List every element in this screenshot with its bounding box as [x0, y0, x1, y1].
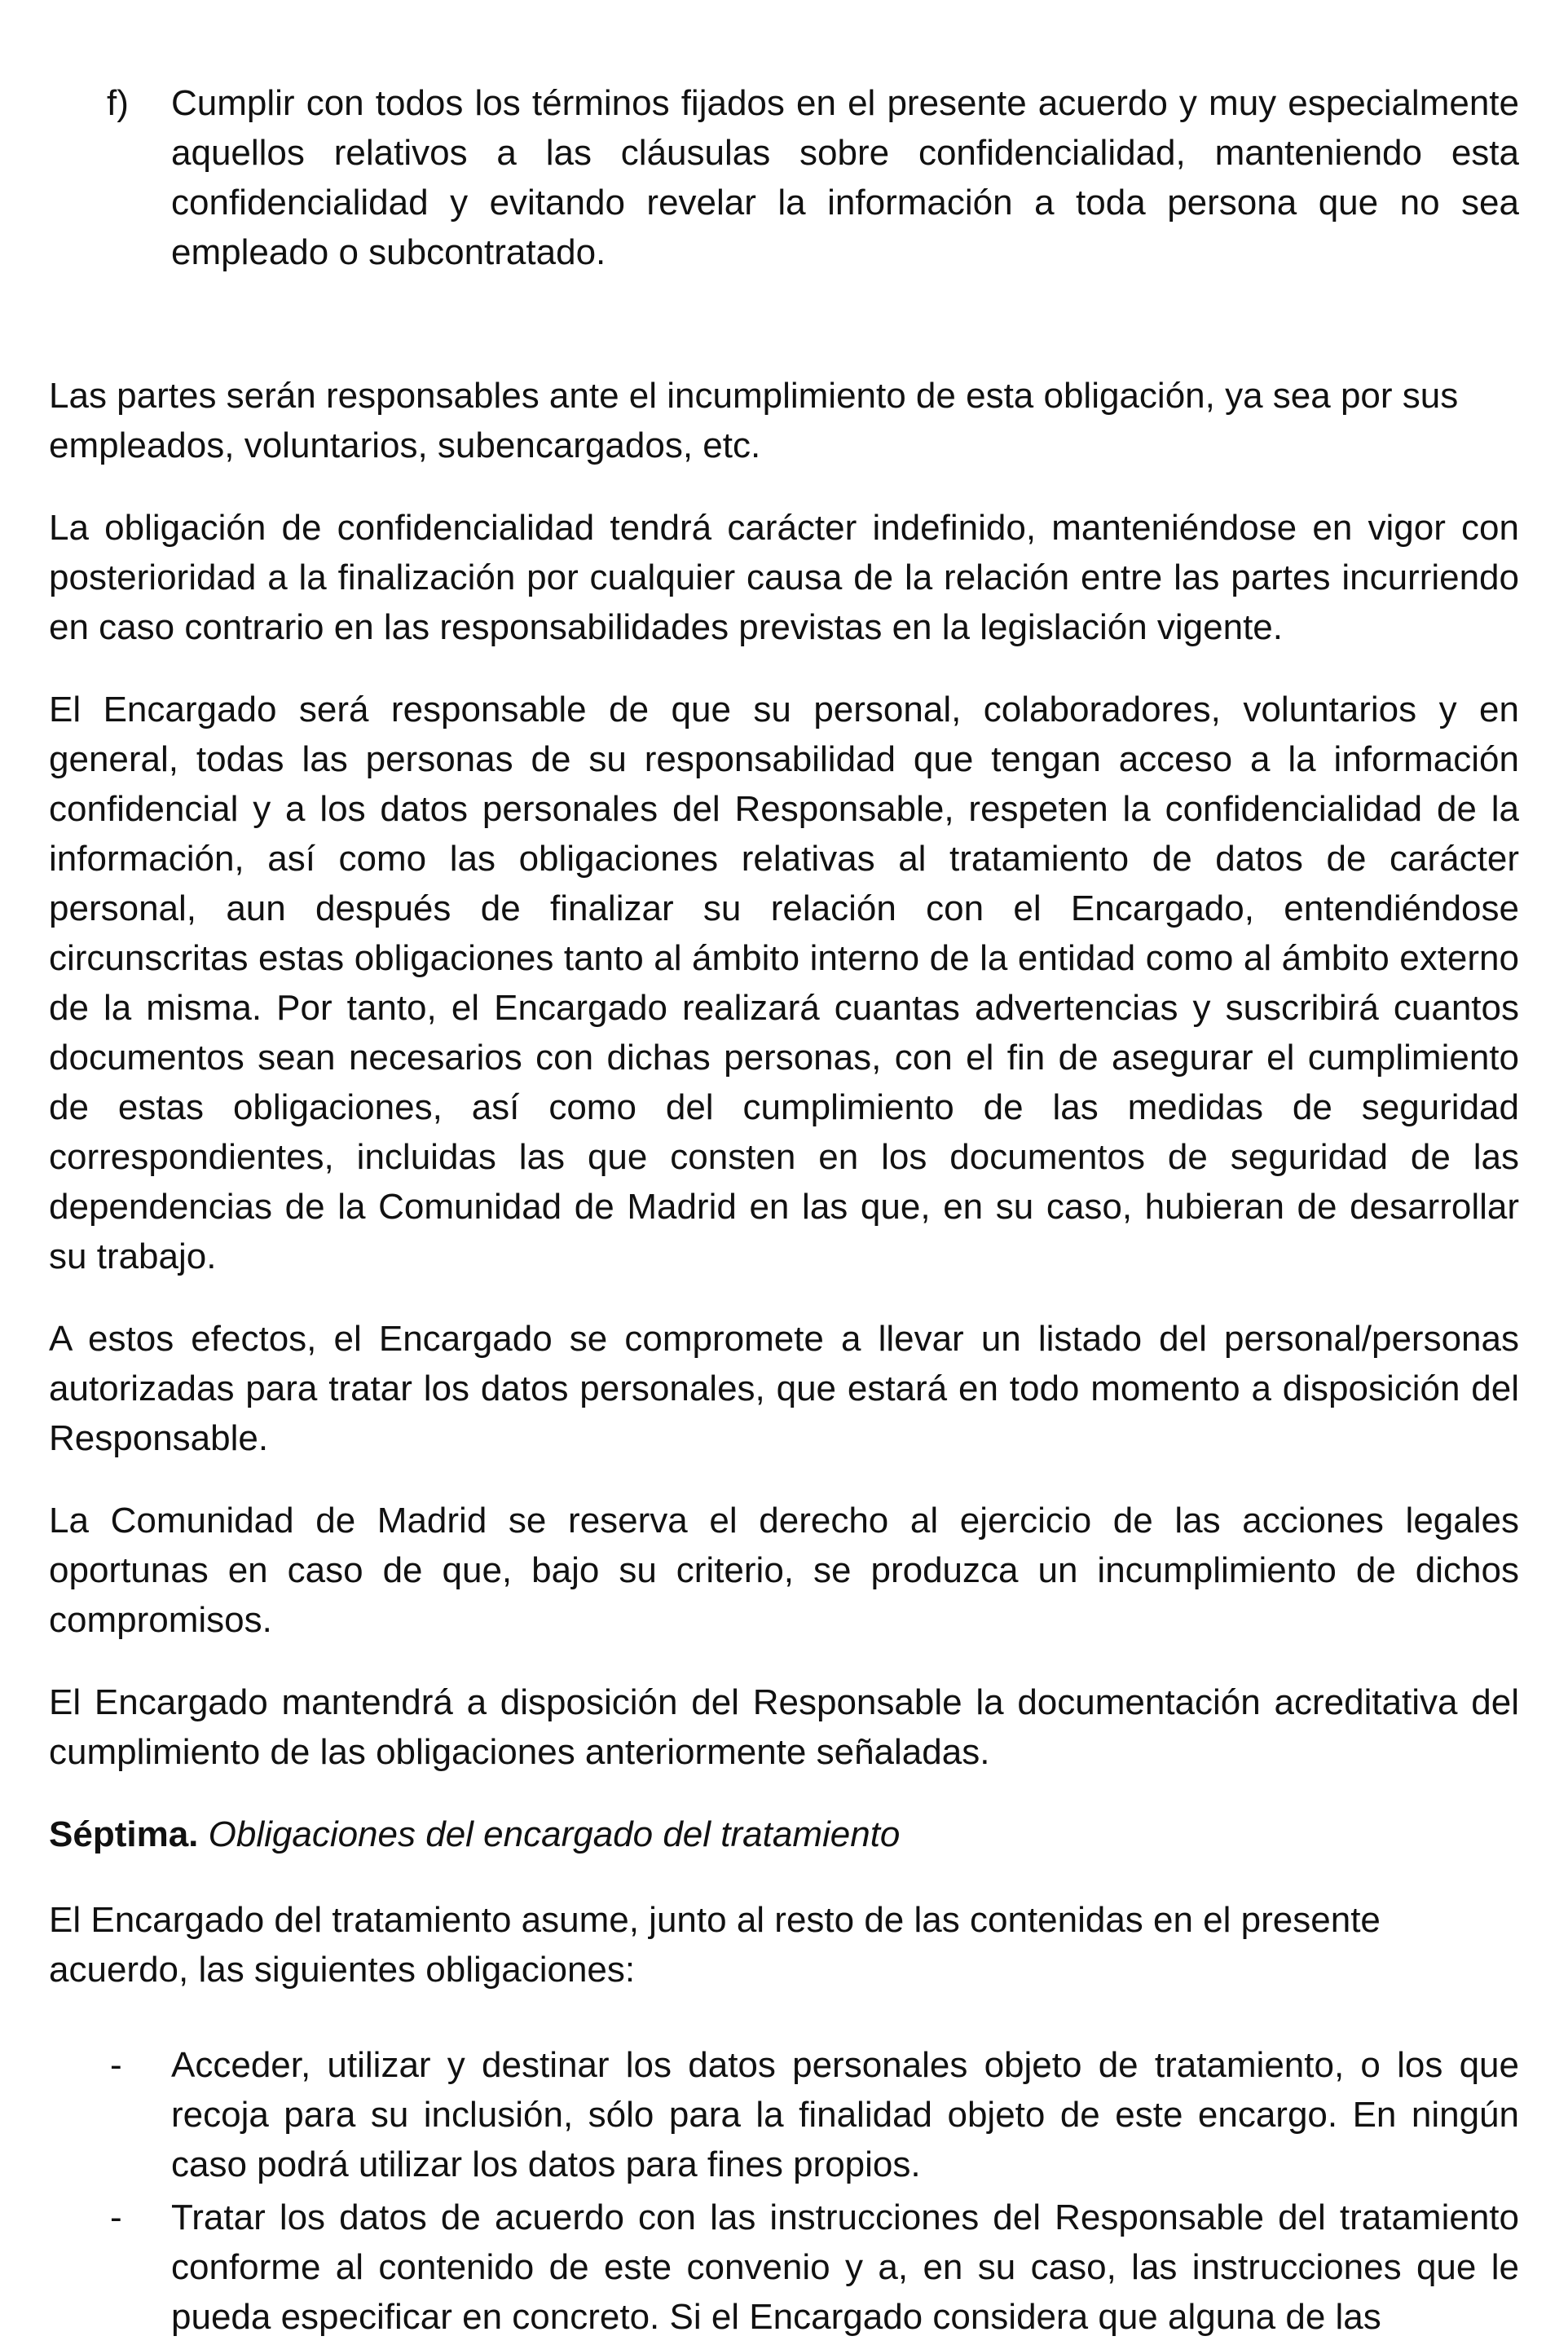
paragraph-encargado-personnel: El Encargado será responsable de que su personal, colaboradores, voluntarios y en general, todas las personas de su responsabilidad que tengan acceso a la información confidencial y a los datos personales del Responsable, respeten la confidencialidad de la información, así como las obligaciones relativas al tratamiento de datos de carácter personal, aun después de finalizar su relación con el Encargado, entendiéndose circunscritas estas obligaciones tanto al ámbito interno de la entidad como al ámbito externo de la misma. Por tanto, el Encargado realizará cuantas advertencias y suscribirá cuantos documentos sean necesarios con dichas personas, con el fin de asegurar el cumplimiento de estas obligaciones, así como del cumplimiento de las medidas de seguridad correspondientes, incluidas las que consten en los documentos de seguridad de las dependencias de la Comunidad de Madrid en las que, en su caso, hubieran de desarrollar su trabajo. [49, 690, 1519, 1276]
paragraph-legal-actions: La Comunidad de Madrid se reserva el derecho al ejercicio de las acciones legales oportunas en caso de que, bajo su criterio, se produzca un incumplimiento de dichos compromisos. [49, 1501, 1519, 1640]
list-item [49, 2193, 1519, 2342]
paragraph-documentation: El Encargado mantendrá a disposición del Responsable la documentación acreditativa del cumplimiento de las obligaciones anteriormente señaladas. [49, 1682, 1519, 1772]
list-marker: - [110, 2197, 122, 2237]
list-item-text: Tratar los datos de acuerdo con las instrucciones del Responsable del tratamiento conforme al contenido de este convenio y a, en su caso, las instrucciones que le pueda especificar en concreto. Si el Encargado considera que alguna de las [171, 2197, 1519, 2337]
list-item [49, 2040, 1519, 2189]
section-heading-title: Obligaciones del encargado del tratamiento [208, 1814, 901, 1854]
paragraph-confidentiality-duration: La obligación de confidencialidad tendrá carácter indefinido, manteniéndose en vigor con posterioridad a la finalización por cualquier causa de la relación entre las partes incurriendo en caso contrario en las responsabilidades previstas en la legislación vigente. [49, 508, 1519, 647]
list-item-f [49, 78, 1519, 277]
obligations-list [49, 2040, 1519, 2342]
paragraph-authorized-list: A estos efectos, el Encargado se compromete a llevar un listado del personal/personas autorizadas para tratar los datos personales, que estará en todo momento a disposición del Responsable. [49, 1319, 1519, 1458]
section-heading [49, 1809, 1519, 1859]
paragraph-responsibility: Las partes serán responsables ante el incumplimiento de esta obligación, ya sea por sus empleados, voluntarios, subencargados, etc. [49, 376, 1459, 465]
section-heading-label: Séptima. [49, 1814, 199, 1854]
list-marker: - [110, 2045, 122, 2085]
paragraph-intro: El Encargado del tratamiento asume, junto al resto de las contenidas en el presente acuerdo, las siguientes obligaciones: [49, 1900, 1381, 1990]
list-item-text: Acceder, utilizar y destinar los datos personales objeto de tratamiento, o los que recoja para su inclusión, sólo para la finalidad objeto de este encargo. En ningún caso podrá utilizar los datos para fines propios. [171, 2045, 1519, 2184]
list-item-text: Cumplir con todos los términos fijados en el presente acuerdo y muy especialmente aquellos relativos a las cláusulas sobre confidencialidad, manteniendo esta confidencialidad y evitando revelar la información a toda persona que no sea empleado o subcontratado. [171, 83, 1519, 272]
list-marker: f) [107, 83, 129, 123]
document-page [49, 78, 1519, 2345]
